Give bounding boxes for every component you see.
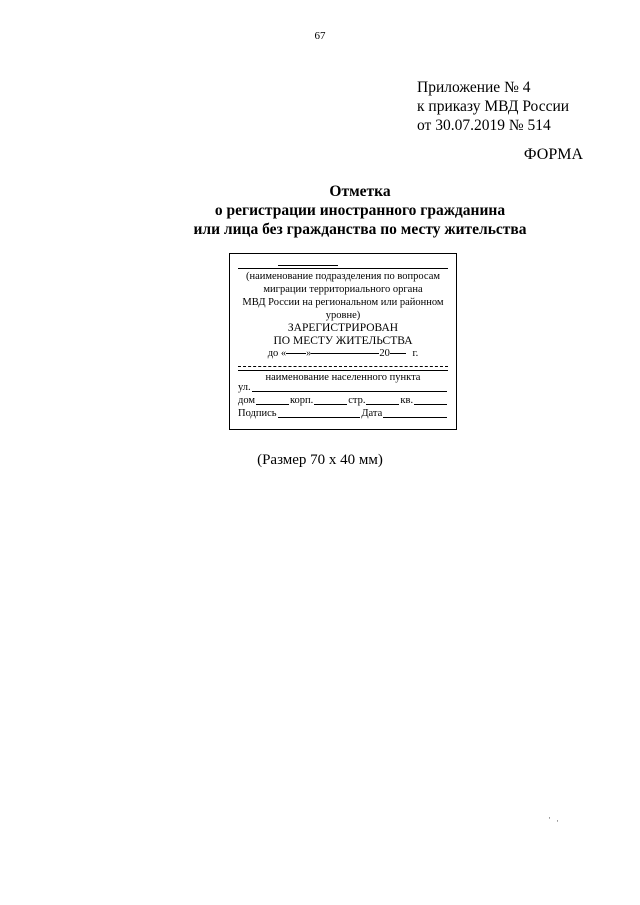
registered-line-1: ЗАРЕГИСТРИРОВАН — [287, 322, 399, 334]
valid-until-row — [230, 347, 456, 360]
street-blank — [252, 391, 447, 392]
until-prefix: до « — [267, 348, 287, 359]
apartment-blank — [414, 404, 447, 405]
month-blank — [311, 353, 379, 354]
year-prefix: 20 — [379, 348, 390, 359]
date-blank — [383, 417, 447, 418]
subdivision-caption-line-1: (наименование подразделения по вопросам — [245, 271, 441, 282]
year-suffix: г. — [412, 348, 419, 359]
subdivision-name-line — [238, 268, 448, 269]
scan-speck-2: · — [556, 816, 559, 826]
signature-blank — [278, 417, 361, 418]
day-blank — [286, 353, 306, 354]
house-label: дом — [238, 395, 256, 406]
subdivision-caption-line-3: МВД России на региональном или районном — [242, 297, 444, 308]
year-blank — [390, 353, 406, 354]
date-label: Дата — [361, 408, 383, 419]
building-blank — [314, 404, 347, 405]
signature-label: Подпись — [238, 408, 277, 419]
appendix-reference — [417, 78, 569, 135]
signature-row — [238, 407, 448, 420]
address-row — [238, 394, 448, 407]
appendix-line-1: Приложение № 4 — [417, 79, 531, 96]
title-line-3: или лица без гражданства по месту жительства — [193, 221, 527, 238]
page-number: 67 — [314, 30, 326, 42]
scan-speck: · — [548, 813, 551, 823]
subdivision-caption-line-4: уровне) — [325, 310, 361, 321]
document-title — [120, 182, 600, 239]
apartment-label: кв. — [400, 395, 414, 406]
street-label: ул. — [238, 382, 251, 393]
title-line-2: о регистрации иностранного гражданина — [214, 202, 506, 219]
form-label: ФОРМА — [523, 146, 583, 163]
size-note: (Размер 70 х 40 мм) — [257, 452, 383, 468]
registration-stamp-form — [229, 253, 457, 430]
structure-label: стр. — [348, 395, 366, 406]
appendix-line-2: к приказу МВД России — [417, 98, 570, 115]
subdivision-caption-line-2: миграции территориального органа — [263, 284, 423, 295]
locality-caption: наименование населенного пункта — [265, 372, 421, 383]
divider-dashed — [238, 366, 448, 367]
street-row — [238, 381, 448, 394]
house-blank — [256, 404, 289, 405]
until-mid: » — [306, 348, 312, 359]
title-line-1: Отметка — [329, 183, 391, 200]
structure-blank — [366, 404, 399, 405]
building-label: корп. — [289, 395, 314, 406]
appendix-line-3: от 30.07.2019 № 514 — [417, 117, 551, 134]
stamp-top-short-line — [278, 265, 338, 266]
registered-line-2: ПО МЕСТУ ЖИТЕЛЬСТВА — [273, 335, 413, 347]
